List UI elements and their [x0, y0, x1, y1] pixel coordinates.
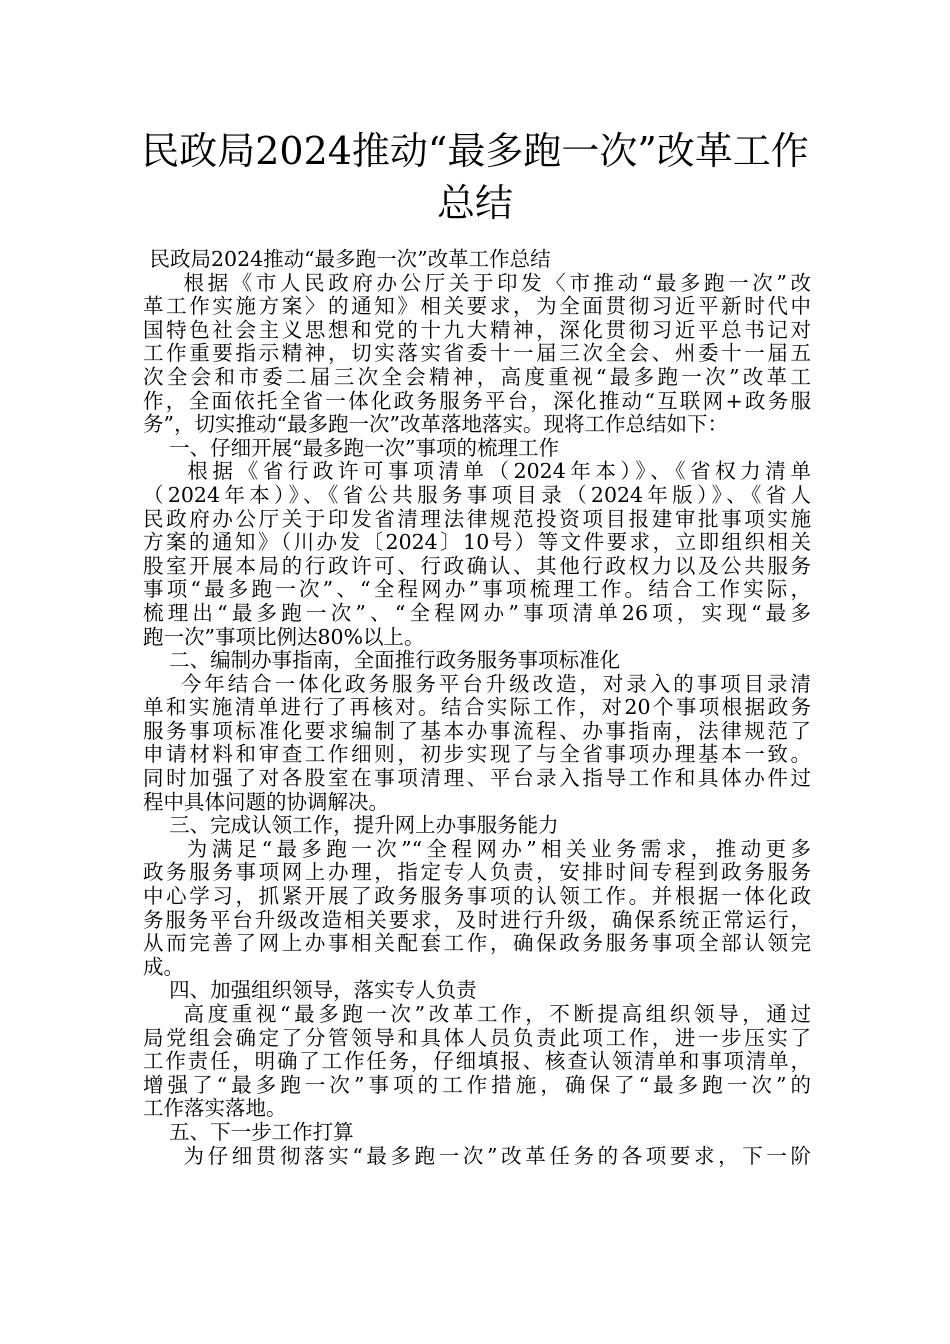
body-line: 民政府办公厅关于印发省清理法律规范投资项目报建审批事项实施 [143, 506, 811, 531]
body-line: 工作责任，明确了工作任务，仔细填报、核查认领清单和事项清单， [143, 1049, 811, 1074]
body-line: 政务服务事项网上办理，指定专人负责，安排时间专程到政务服务 [143, 860, 811, 885]
body-line: 国特色社会主义思想和党的十九大精神，深化贯彻习近平总书记对 [143, 317, 811, 342]
body-line: 服务事项标准化要求编制了基本办事流程、办事指南，法律规范了 [143, 718, 811, 743]
section-heading: 五、下一步工作打算 [143, 1119, 354, 1144]
body-line: 股室开展本局的行政许可、行政确认、其他行政权力以及公共服务 [143, 553, 811, 578]
section-heading: 四、加强组织领导，落实专人负责 [143, 978, 477, 1003]
body-line: 次全会和市委二届三次全会精神，高度重视“最多跑一次”改革工 [143, 364, 811, 389]
body-line: 根据《省行政许可事项清单（2024年本）》、《省权力清单 [143, 459, 811, 484]
section-heading: 一、仔细开展“最多跑一次”事项的梳理工作 [143, 435, 560, 460]
body-line: 工作落实落地。 [143, 1096, 287, 1121]
body-line: 今年结合一体化政务服务平台升级改造，对录入的事项目录清 [143, 671, 811, 696]
body-line: 务”，切实推动“最多跑一次”改革落地落实。现将工作总结如下： [143, 412, 728, 437]
document-title-line-2: 总结 [436, 181, 513, 225]
body-line: 跑一次”事项比例达80%以上。 [143, 624, 425, 649]
body-line: 程中具体问题的协调解决。 [143, 789, 389, 814]
body-line: 革工作实施方案〉的通知》相关要求，为全面贯彻习近平新时代中 [143, 294, 811, 319]
body-line: 根据《市人民政府办公厅关于印发〈市推动“最多跑一次”改 [143, 270, 811, 295]
body-line: 事项“最多跑一次”、“全程网办”事项梳理工作。结合工作实际， [143, 577, 811, 602]
body-line: 为仔细贯彻落实“最多跑一次”改革任务的各项要求，下一阶 [143, 1143, 811, 1168]
body-line: 中心学习，抓紧开展了政务服务事项的认领工作。并根据一体化政 [143, 884, 811, 909]
body-line: 申请材料和审查工作细则，初步实现了与全省事项办理基本一致。 [143, 742, 811, 767]
body-line: 为满足“最多跑一次”“全程网办”相关业务需求，推动更多 [143, 836, 811, 861]
body-line: 成。 [143, 954, 184, 979]
body-line: 高度重视“最多跑一次”改革工作，不断提高组织领导，通过 [143, 1002, 811, 1026]
body-line: 作，全面依托全省一体化政务服务平台，深化推动“互联网+政务服 [143, 388, 811, 413]
body-line: 民政局2024推动“最多跑一次”改革工作总结 [143, 247, 551, 271]
section-heading: 二、编制办事指南，全面推行政务服务事项标准化 [143, 648, 621, 673]
body-line: 同时加强了对各股室在事项清理、平台录入指导工作和具体办件过 [143, 766, 811, 791]
body-line: 务服务平台升级改造相关要求，及时进行升级，确保系统正常运行， [143, 907, 811, 932]
body-line: 单和实施清单进行了再核对。结合实际工作，对20个事项根据政务 [143, 695, 811, 720]
document-body [143, 248, 811, 1168]
body-line: 从而完善了网上办事相关配套工作，确保政务服务事项全部认领完 [143, 931, 811, 956]
body-line: （2024年本）》、《省公共服务事项目录（2024年版）》、《省人 [143, 482, 811, 507]
body-line: 工作重要指示精神，切实落实省委十一届三次全会、州委十一届五 [143, 341, 811, 366]
body-line: 方案的通知》（川办发〔2024〕10号）等文件要求，立即组织相关 [143, 530, 811, 555]
body-line: 增强了“最多跑一次”事项的工作措施，确保了“最多跑一次”的 [143, 1072, 811, 1097]
document-title-line-1: 民政局2024推动“最多跑一次”改革工作 [141, 129, 809, 173]
body-line: 局党组会确定了分管领导和具体人员负责此项工作，进一步压实了 [143, 1025, 811, 1050]
section-heading: 三、完成认领工作，提升网上办事服务能力 [143, 813, 559, 838]
body-line: 梳理出“最多跑一次”、“全程网办”事项清单26项，实现“最多 [143, 600, 811, 625]
